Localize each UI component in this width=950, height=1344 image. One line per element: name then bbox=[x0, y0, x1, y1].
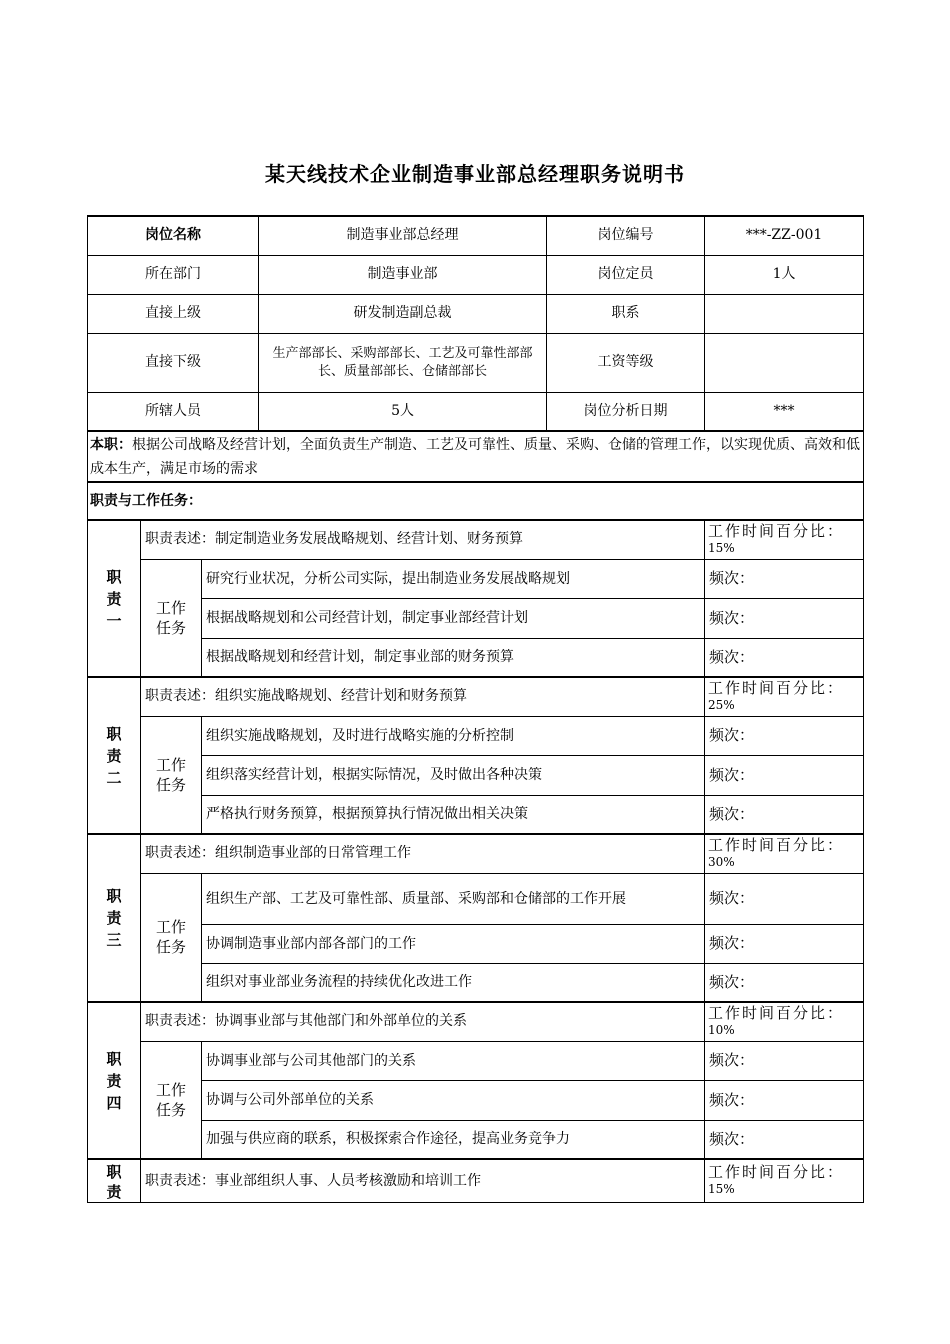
task-row bbox=[88, 755, 864, 795]
task-row bbox=[88, 1120, 864, 1159]
duty-name-char: 责 bbox=[106, 589, 122, 608]
label-supervisor: 直接上级 bbox=[88, 294, 259, 333]
percent-value: 10% bbox=[708, 1022, 735, 1037]
task-frequency: 频次： bbox=[705, 924, 864, 963]
duty-name-char: 职 bbox=[106, 887, 122, 905]
label-salary-grade: 工资等级 bbox=[547, 333, 705, 392]
task-frequency: 频次： bbox=[705, 559, 864, 598]
task-text: 协调事业部与公司其他部门的关系 bbox=[202, 1041, 705, 1080]
task-label-line: 任务 bbox=[155, 938, 186, 957]
task-row bbox=[88, 638, 864, 677]
label-position-code: 岗位编号 bbox=[547, 216, 705, 255]
duty-name-char: 三 bbox=[106, 931, 122, 949]
task-frequency: 频次： bbox=[705, 755, 864, 795]
duty-percent-cell bbox=[705, 1002, 864, 1041]
duty-description-row bbox=[88, 1159, 864, 1203]
duty-name-char: 一 bbox=[106, 611, 122, 630]
value-department: 制造事业部 bbox=[259, 255, 547, 294]
duty-name-char: 二 bbox=[106, 768, 122, 787]
job-description-table bbox=[87, 215, 864, 1203]
duty-name-char: 责 bbox=[106, 909, 122, 927]
task-text: 加强与供应商的联系，积极探索合作途径，提高业务竞争力 bbox=[202, 1120, 705, 1159]
duty-percent-cell bbox=[705, 834, 864, 873]
task-text: 协调与公司外部单位的关系 bbox=[202, 1080, 705, 1120]
duty-percent-cell bbox=[705, 677, 864, 716]
task-text: 根据战略规划和公司经营计划，制定事业部经营计划 bbox=[202, 598, 705, 638]
value-supervisor: 研发制造副总裁 bbox=[259, 294, 547, 333]
duty-description-row bbox=[88, 1002, 864, 1041]
label-headcount: 岗位定员 bbox=[547, 255, 705, 294]
duty-name-char: 责 bbox=[106, 1183, 122, 1201]
task-text: 根据战略规划和经营计划，制定事业部的财务预算 bbox=[202, 638, 705, 677]
value-job-family bbox=[705, 294, 864, 333]
duties-header-row bbox=[88, 482, 864, 520]
duty-percent-cell bbox=[705, 1159, 864, 1203]
task-frequency: 频次： bbox=[705, 638, 864, 677]
duty-name-char: 职 bbox=[106, 1049, 122, 1068]
task-label-line: 工作 bbox=[155, 918, 186, 937]
task-row bbox=[88, 598, 864, 638]
info-row bbox=[88, 216, 864, 255]
task-label-line: 工作 bbox=[155, 598, 186, 617]
task-row bbox=[88, 924, 864, 963]
task-text: 组织实施战略规划，及时进行战略实施的分析控制 bbox=[202, 716, 705, 755]
task-label-line: 工作 bbox=[155, 1080, 186, 1099]
duty-name bbox=[88, 834, 141, 1002]
task-row bbox=[88, 716, 864, 755]
task-row bbox=[88, 963, 864, 1002]
duty-name-char: 四 bbox=[106, 1093, 122, 1112]
task-label bbox=[141, 559, 202, 677]
task-text: 严格执行财务预算，根据预算执行情况做出相关决策 bbox=[202, 795, 705, 834]
task-label bbox=[141, 1041, 202, 1159]
value-position-code: ***-ZZ-001 bbox=[705, 216, 864, 255]
task-text: 组织对事业部业务流程的持续优化改进工作 bbox=[202, 963, 705, 1002]
page-title: 某天线技术企业制造事业部总经理职务说明书 bbox=[265, 162, 685, 186]
percent-value: 30% bbox=[708, 854, 735, 869]
task-label-line: 任务 bbox=[155, 618, 186, 637]
task-row bbox=[88, 1041, 864, 1080]
duty-name-char: 职 bbox=[106, 724, 122, 743]
task-frequency: 频次： bbox=[705, 795, 864, 834]
label-staff: 所辖人员 bbox=[88, 392, 259, 431]
task-label bbox=[141, 873, 202, 1002]
duty-description: 职责表述：制定制造业务发展战略规划、经营计划、财务预算 bbox=[141, 520, 705, 559]
label-position-name: 岗位名称 bbox=[88, 216, 259, 255]
label-analysis-date: 岗位分析日期 bbox=[547, 392, 705, 431]
duty-name bbox=[88, 1002, 141, 1159]
duty-name-char: 职 bbox=[106, 1163, 122, 1181]
value-salary-grade bbox=[705, 333, 864, 392]
duty-description-row bbox=[88, 520, 864, 559]
duty-name bbox=[88, 677, 141, 834]
value-position-name: 制造事业部总经理 bbox=[259, 216, 547, 255]
duty-description: 职责表述：协调事业部与其他部门和外部单位的关系 bbox=[141, 1002, 705, 1041]
label-department: 所在部门 bbox=[88, 255, 259, 294]
info-row bbox=[88, 294, 864, 333]
duties-header: 职责与工作任务： bbox=[88, 482, 864, 520]
task-frequency: 频次： bbox=[705, 716, 864, 755]
info-row bbox=[88, 333, 864, 392]
task-text: 组织落实经营计划，根据实际情况，及时做出各种决策 bbox=[202, 755, 705, 795]
task-label-line: 任务 bbox=[155, 775, 186, 794]
percent-value: 15% bbox=[708, 1182, 735, 1196]
task-row bbox=[88, 559, 864, 598]
label-subordinates: 直接下级 bbox=[88, 333, 259, 392]
task-frequency: 频次： bbox=[705, 1120, 864, 1159]
summary-label: 本职： bbox=[90, 436, 132, 453]
task-text: 研究行业状况，分析公司实际，提出制造业务发展战略规划 bbox=[202, 559, 705, 598]
duty-description: 职责表述：组织实施战略规划、经营计划和财务预算 bbox=[141, 677, 705, 716]
duty-name-char: 责 bbox=[106, 1071, 122, 1090]
task-frequency: 频次： bbox=[705, 1080, 864, 1120]
job-summary bbox=[88, 431, 864, 482]
task-label-line: 工作 bbox=[155, 755, 186, 774]
duty-description-row bbox=[88, 834, 864, 873]
info-row bbox=[88, 255, 864, 294]
value-staff: 5人 bbox=[259, 392, 547, 431]
percent-label: 工作时间百分比： bbox=[708, 678, 845, 697]
info-row bbox=[88, 392, 864, 431]
value-analysis-date: *** bbox=[705, 392, 864, 431]
duty-name-char: 责 bbox=[106, 746, 122, 765]
task-text: 组织生产部、工艺及可靠性部、质量部、采购部和仓储部的工作开展 bbox=[202, 873, 705, 924]
task-label bbox=[141, 716, 202, 834]
task-row bbox=[88, 873, 864, 924]
percent-label: 工作时间百分比： bbox=[708, 521, 845, 540]
value-headcount: 1人 bbox=[705, 255, 864, 294]
percent-label: 工作时间百分比： bbox=[708, 835, 845, 854]
duty-name bbox=[88, 1159, 141, 1203]
task-frequency: 频次： bbox=[705, 1041, 864, 1080]
value-subordinates: 生产部部长、采购部部长、工艺及可靠性部部长、质量部部长、仓储部部长 bbox=[259, 333, 547, 392]
duty-description: 职责表述：组织制造事业部的日常管理工作 bbox=[141, 834, 705, 873]
percent-label: 工作时间百分比： bbox=[708, 1163, 845, 1181]
task-label-line: 任务 bbox=[155, 1100, 186, 1119]
duty-name bbox=[88, 520, 141, 677]
task-frequency: 频次： bbox=[705, 873, 864, 924]
duty-description-row bbox=[88, 677, 864, 716]
task-frequency: 频次： bbox=[705, 598, 864, 638]
percent-value: 15% bbox=[708, 540, 735, 555]
duty-name-char: 职 bbox=[106, 567, 122, 586]
task-row bbox=[88, 795, 864, 834]
summary-text: 根据公司战略及经营计划，全面负责生产制造、工艺及可靠性、质量、采购、仓储的管理工作，以实现优质、高效和低成本生产，满足市场的需求 bbox=[90, 436, 860, 477]
label-job-family: 职系 bbox=[547, 294, 705, 333]
percent-value: 25% bbox=[708, 697, 735, 712]
percent-label: 工作时间百分比： bbox=[708, 1003, 845, 1022]
summary-row bbox=[88, 431, 864, 482]
task-row bbox=[88, 1080, 864, 1120]
task-text: 协调制造事业部内部各部门的工作 bbox=[202, 924, 705, 963]
task-frequency: 频次： bbox=[705, 963, 864, 1002]
duty-description: 职责表述：事业部组织人事、人员考核激励和培训工作 bbox=[141, 1159, 705, 1203]
duty-percent-cell bbox=[705, 520, 864, 559]
